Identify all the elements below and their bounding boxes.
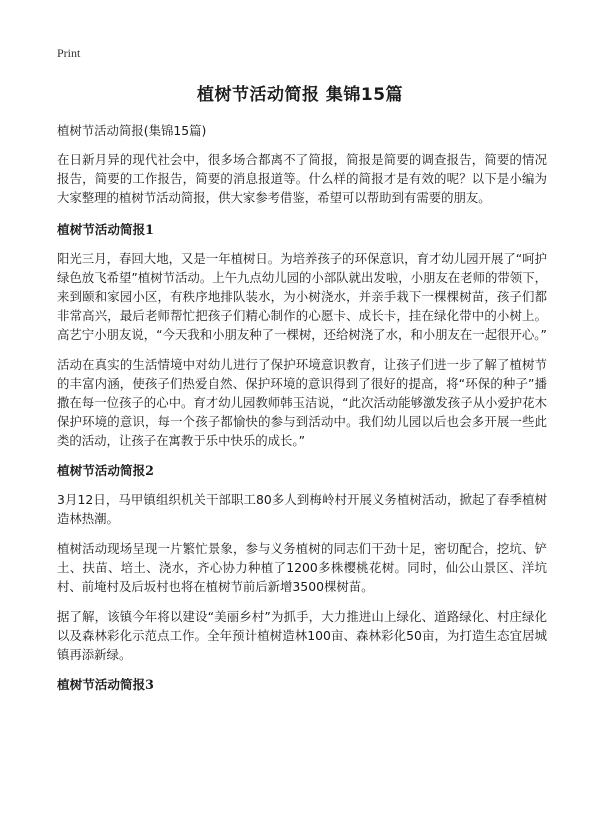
intro-paragraph: 在日新月异的现代社会中，很多场合都离不了简报，简报是简要的调查报告，简要的情况报告，简要的工作报告，简要的消息报道等。什么样的简报才是有效的呢？以下是小编为大家整理的植树节活动简报，供大家参考借鉴，希望可以帮助到有需要的朋友。 [57,152,547,205]
print-link[interactable]: Print [57,46,81,60]
section-2-paragraph-1: 3月12日，马甲镇组织机关干部职工80多人到梅岭村开展义务植树活动，掀起了春季植树造林热潮。 [57,492,547,526]
section-2-paragraph-2: 植树活动现场呈现一片繁忙景象，参与义务植树的同志们干劲十足，密切配合，挖坑、铲土、扶苗、培土、浇水，齐心协力种植了1200多株樱桃花树。同时，仙公山景区、洋坑村、前埯村及后坂村也将在植树节前后新增3500棵树苗。 [57,541,547,594]
section-heading-1: 植树节活动简报1 [57,222,154,237]
document-body [57,121,547,704]
section-heading-2: 植树节活动简报2 [57,463,154,478]
document-title: 植树节活动简报 集锦15篇 [196,85,404,105]
document-subtitle: 植树节活动简报(集锦15篇) [57,123,207,138]
section-1-paragraph-2: 活动在真实的生活情境中对幼儿进行了保护环境意识教育，让孩子们进一步了解了植树节的丰富内涵，使孩子们热爱自然、保护环境的意识得到了很好的提高，将“环保的种子”播撒在每一位孩子的心中。育才幼儿园教师韩玉洁说，“此次活动能够激发孩子从小爱护花木保护环境的意识，每一个孩子都愉快的参与到活动中。我们幼儿园以后也会多开展一些此类的活动，让孩子在寓教于乐中快乐的成长。” [57,357,547,448]
section-heading-3: 植树节活动简报3 [57,677,154,692]
section-1-paragraph-1: 阳光三月，春回大地，又是一年植树日。为培养孩子的环保意识，育才幼儿园开展了“呵护绿色放飞希望”植树节活动。上午九点幼儿园的小部队就出发啦，小朋友在老师的带领下，来到颐和家园小区，有秩序地排队装水，为小树浇水，并亲手栽下一棵棵树苗，孩子们都非常高兴，最后老师帮忙把孩子们精心制作的心愿卡、成长卡，挂在绿化带中的小树上。高艺宁小朋友说，“今天我和小朋友种了一棵树，还给树浇了水，和小朋友在一起很开心。” [57,251,547,342]
section-2-paragraph-3: 据了解，该镇今年将以建设“美丽乡村”为抓手，大力推进山上绿化、道路绿化、村庄绿化以及森林彩化示范点工作。全年预计植树造林100亩、森林彩化50亩，为打造生态宜居城镇再添新绿。 [57,609,547,662]
